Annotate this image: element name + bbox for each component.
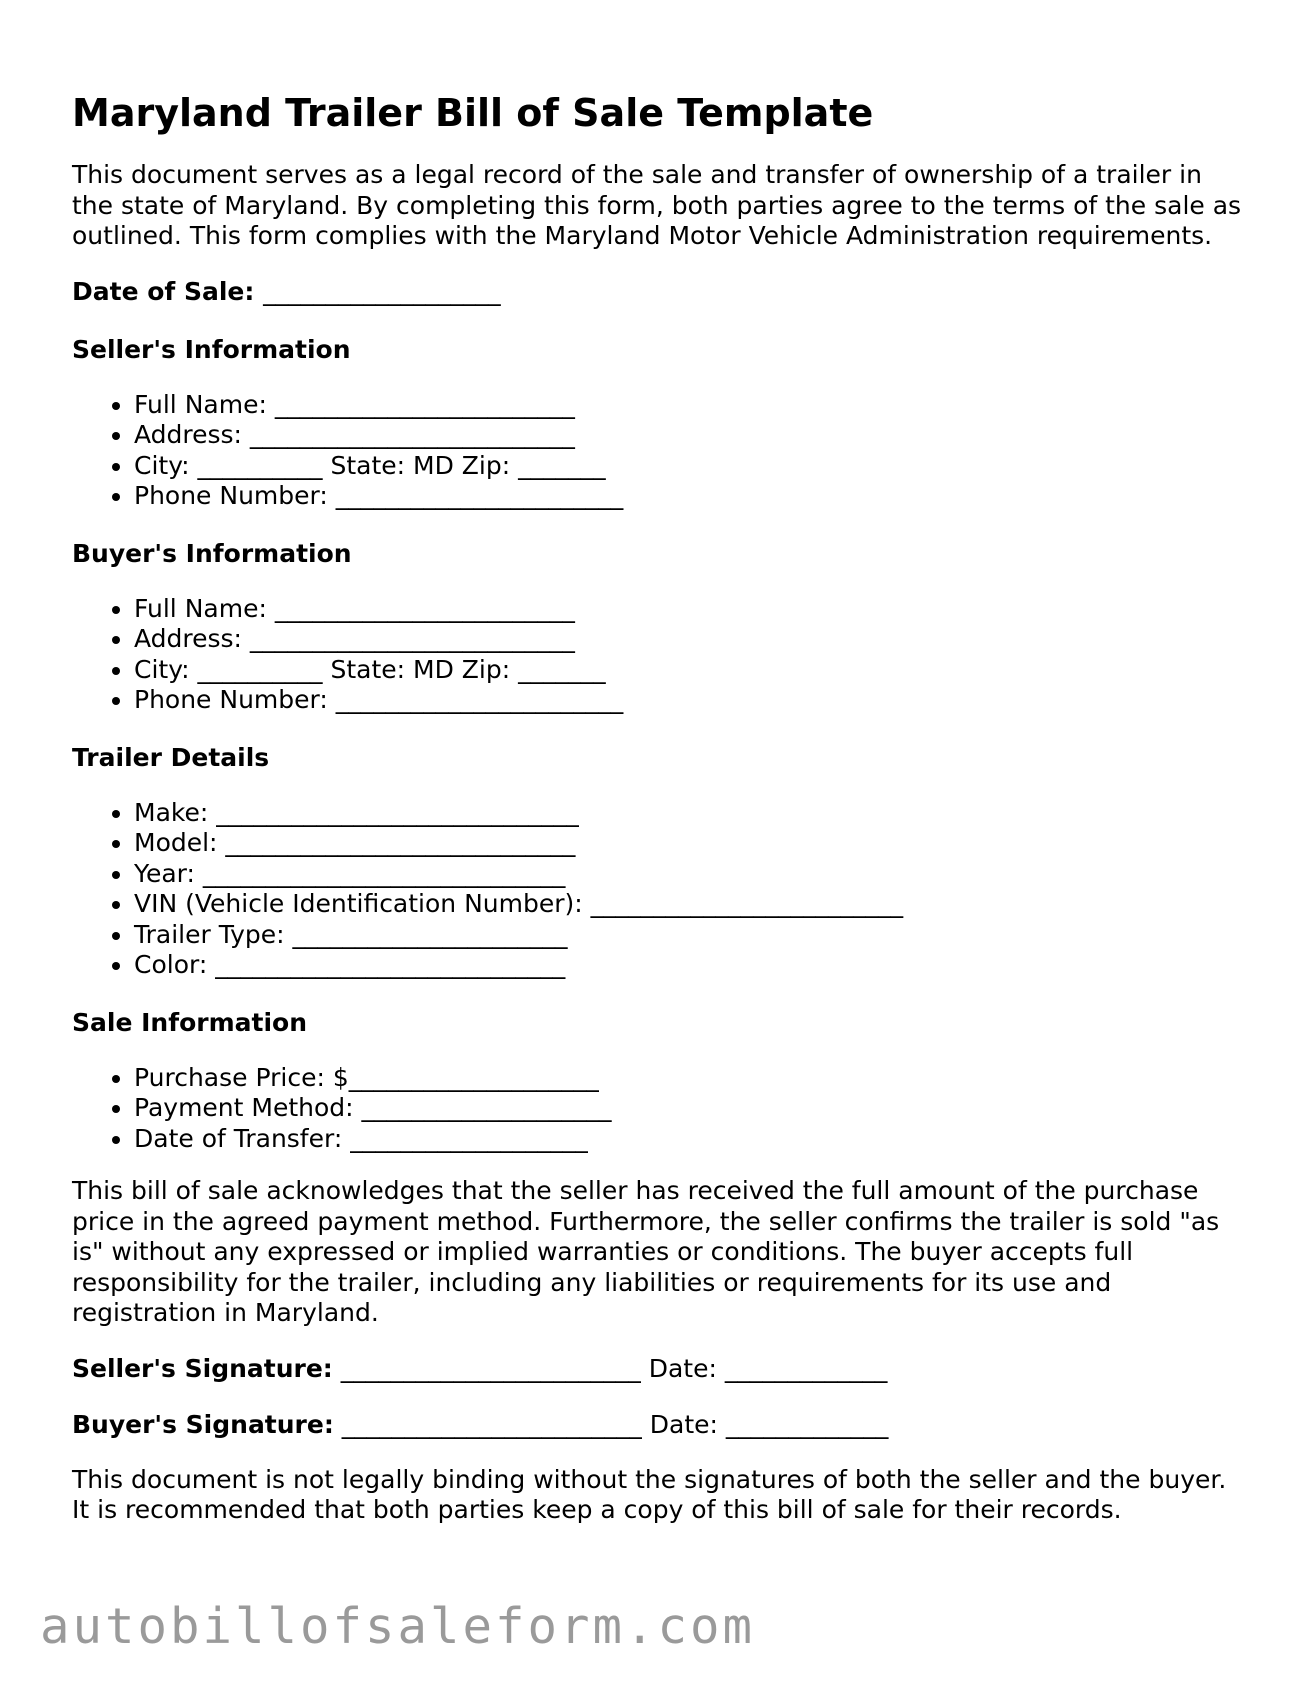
trailer-details-heading: Trailer Details (72, 742, 270, 772)
seller-signature-line (72, 1353, 1242, 1385)
payment-method-field[interactable]: • Payment Method: ____________________ (134, 1093, 1242, 1124)
buyer-date-label: Date: (649, 1409, 718, 1439)
final-note-paragraph: This document is not legally binding without the signatures of both the seller and the buyer. It is recommended that both parties keep a copy of this bill of sale for their records. (72, 1464, 1227, 1524)
seller-date-label: Date: (648, 1353, 717, 1383)
seller-full-name-field[interactable]: • Full Name: ________________________ (134, 390, 1242, 421)
trailer-color-field[interactable]: • Color: ____________________________ (134, 950, 1242, 981)
document-page (72, 86, 1242, 1526)
seller-phone-field[interactable]: • Phone Number: _______________________ (134, 481, 1242, 512)
buyer-signature-blank[interactable]: ________________________ (341, 1409, 642, 1439)
buyer-info-list (72, 594, 1242, 716)
trailer-year-field[interactable]: • Year: _____________________________ (134, 859, 1242, 890)
date-of-transfer-field[interactable]: • Date of Transfer: ___________________ (134, 1124, 1242, 1155)
seller-city-state-zip-field[interactable]: • City: __________ State: MD Zip: _______ (134, 451, 1242, 482)
purchase-price-field[interactable]: • Purchase Price: $____________________ (134, 1063, 1242, 1094)
buyer-info-heading: Buyer's Information (72, 538, 352, 568)
buyer-date-blank[interactable]: _____________ (725, 1409, 889, 1439)
trailer-make-field[interactable]: • Make: _____________________________ (134, 798, 1242, 829)
seller-signature-label: Seller's Signature: (72, 1353, 333, 1383)
buyer-phone-field[interactable]: • Phone Number: _______________________ (134, 685, 1242, 716)
intro-paragraph: This document serves as a legal record of the sale and transfer of ownership of a trailer in the state of Maryland. By completing this form, both parties agree to the terms of the sale as outlined. This form complies with the Maryland Motor Vehicle Administration requirements. (72, 160, 1242, 250)
acknowledgement-paragraph: This bill of sale acknowledges that the seller has received the full amount of the purchase price in the agreed payment method. Furthermore, the seller confirms the trailer is sold "as is" without any expressed or implied warranties or conditions. The buyer accepts full responsibility for the trailer, including any liabilities or requirements for its use and registration in Maryland. (72, 1176, 1220, 1327)
trailer-model-field[interactable]: • Model: ____________________________ (134, 828, 1242, 859)
seller-signature-blank[interactable]: ________________________ (340, 1353, 641, 1383)
date-of-sale-label: Date of Sale: (72, 276, 255, 306)
sale-info-heading: Sale Information (72, 1007, 307, 1037)
date-of-sale-line (72, 276, 1242, 308)
seller-info-heading: Seller's Information (72, 334, 351, 364)
date-of-sale-blank[interactable]: ___________________ (263, 276, 501, 306)
seller-info-list (72, 390, 1242, 512)
trailer-vin-field[interactable]: • VIN (Vehicle Identification Number): _________________________ (134, 889, 1242, 920)
buyer-signature-line (72, 1409, 1242, 1441)
buyer-full-name-field[interactable]: • Full Name: ________________________ (134, 594, 1242, 625)
trailer-details-list (72, 798, 1242, 981)
seller-address-field[interactable]: • Address: __________________________ (134, 420, 1242, 451)
sale-info-list (72, 1063, 1242, 1155)
buyer-address-field[interactable]: • Address: __________________________ (134, 624, 1242, 655)
trailer-type-field[interactable]: • Trailer Type: ______________________ (134, 920, 1242, 951)
buyer-signature-label: Buyer's Signature: (72, 1409, 334, 1439)
seller-date-blank[interactable]: _____________ (724, 1353, 888, 1383)
watermark-text: autobillofsaleform.com (40, 1598, 756, 1655)
page-title: Maryland Trailer Bill of Sale Template (72, 91, 874, 135)
buyer-city-state-zip-field[interactable]: • City: __________ State: MD Zip: _______ (134, 655, 1242, 686)
